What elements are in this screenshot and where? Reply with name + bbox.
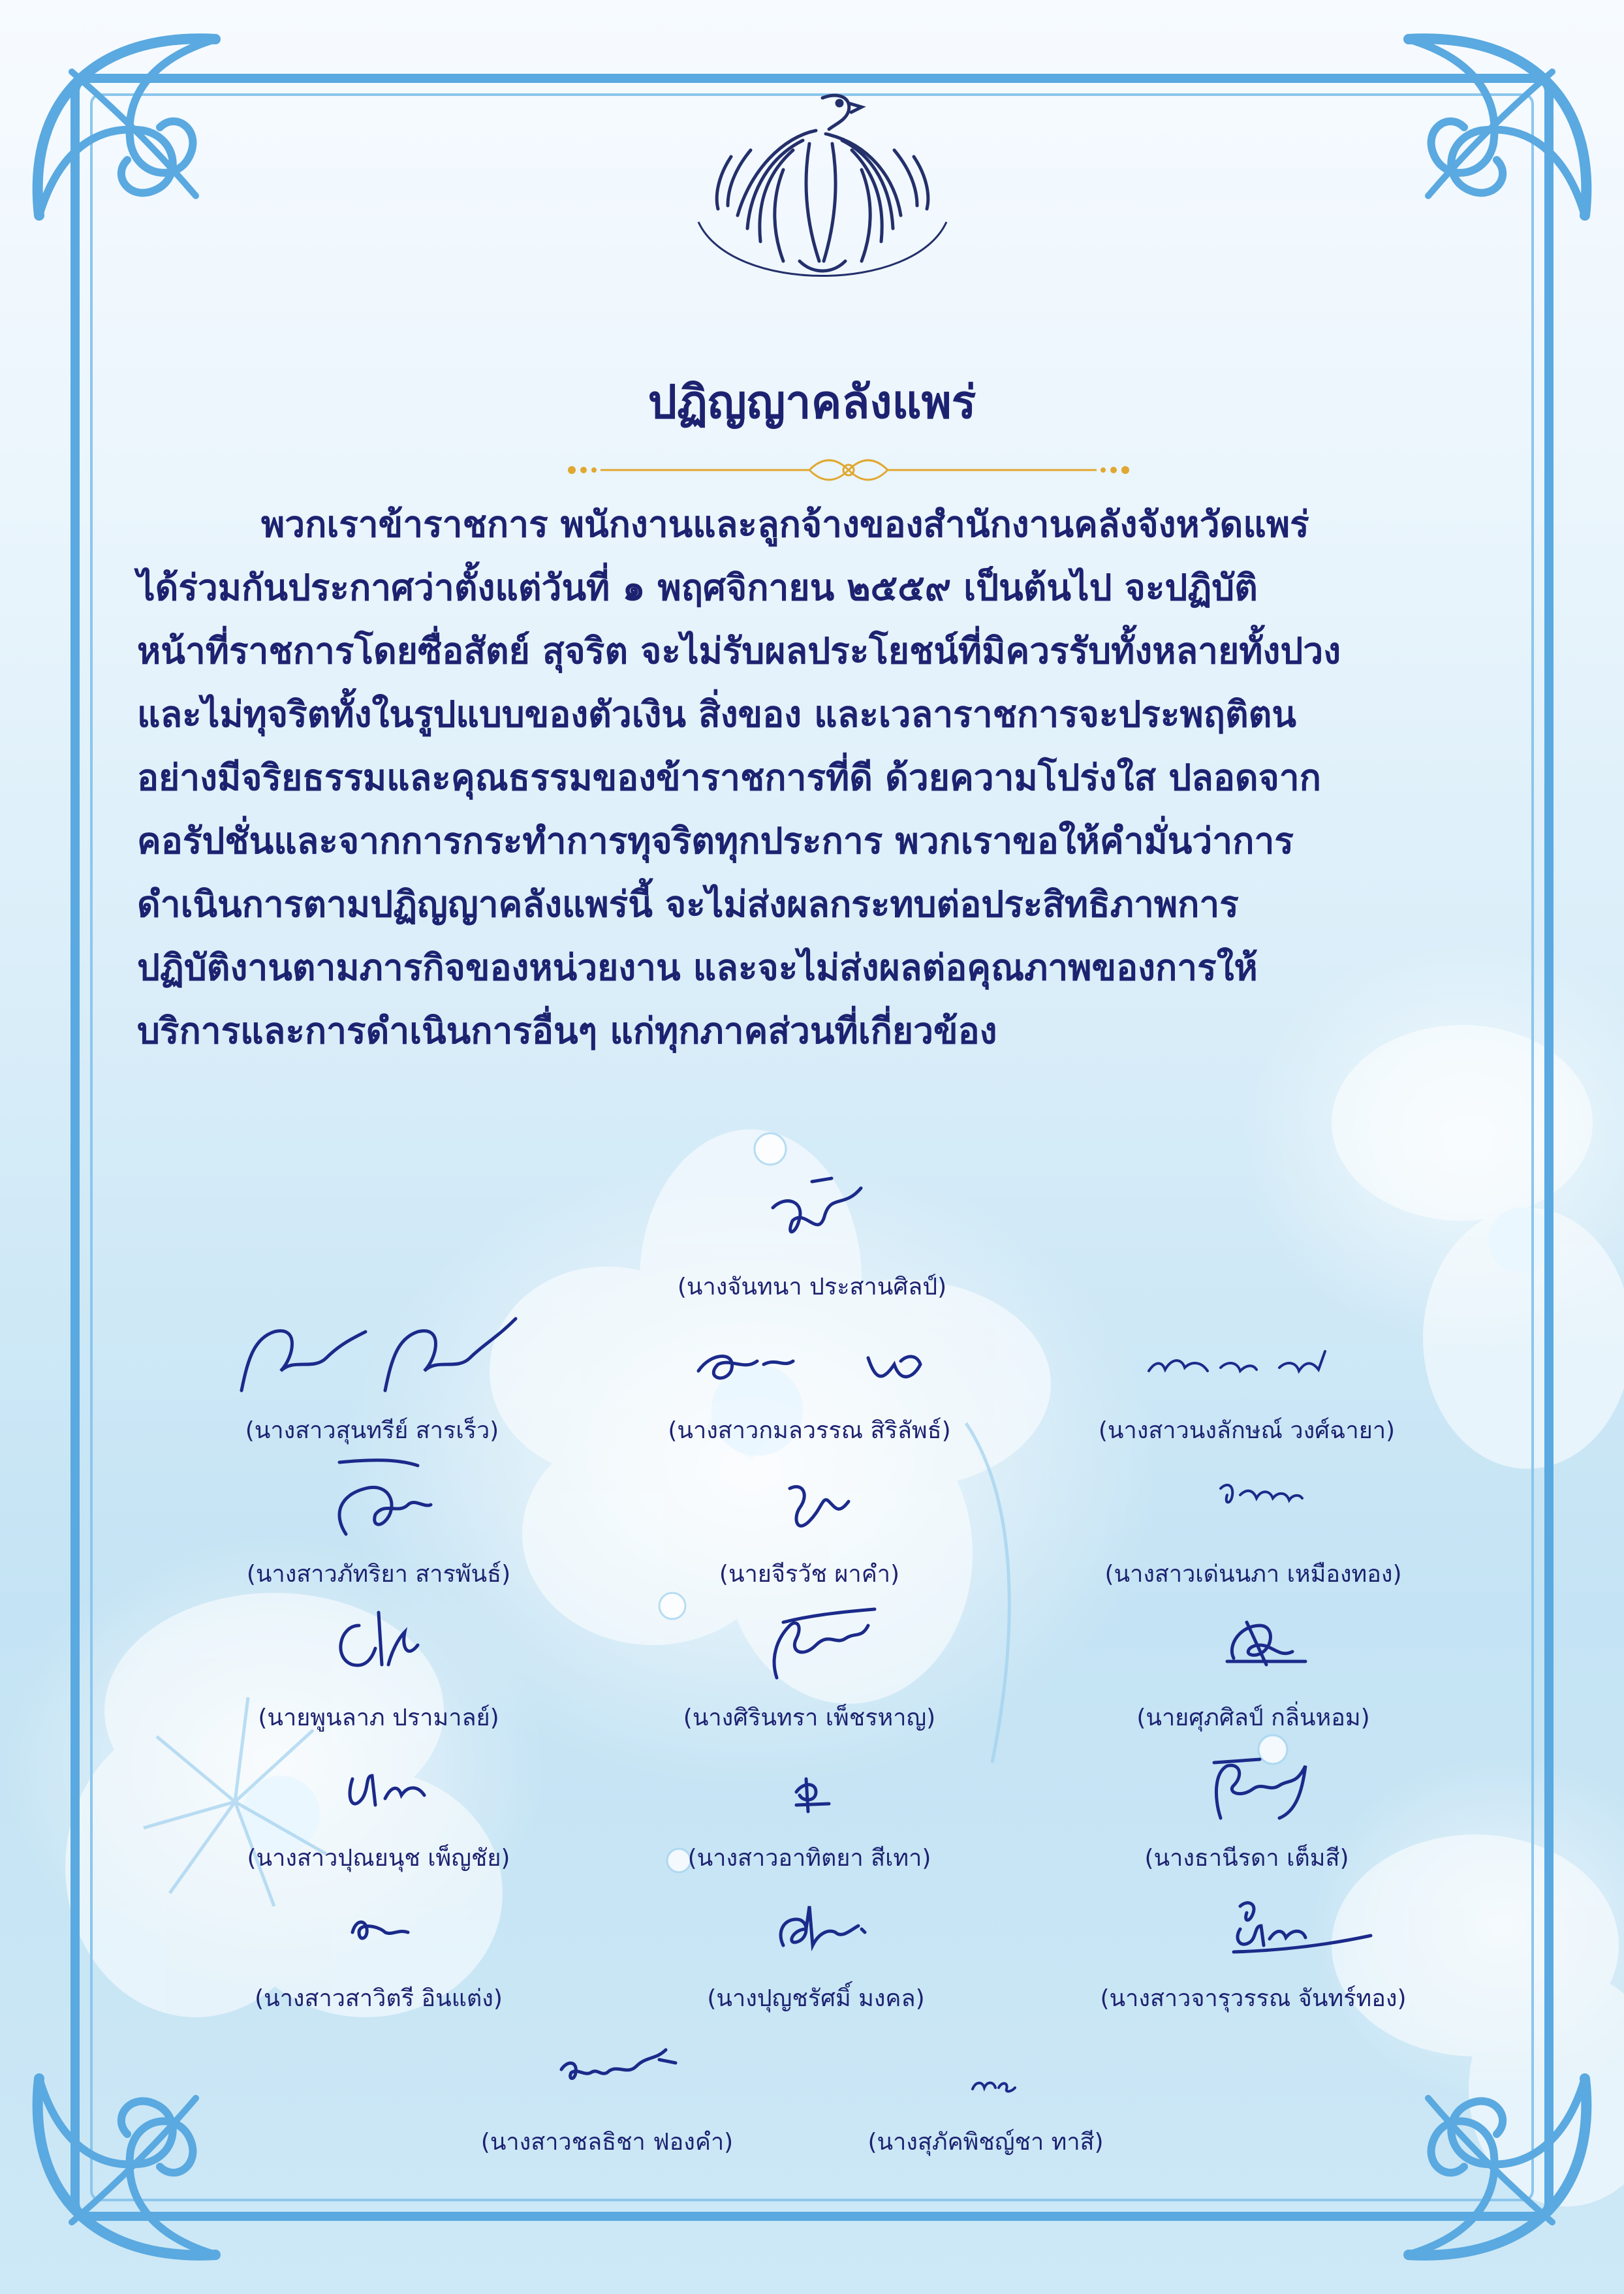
pledge-paragraph: [137, 493, 1482, 1063]
signature-block: [209, 1586, 548, 1736]
signatory-name: (นายศุภศิลป์ กลิ่นหอม): [1136, 1705, 1370, 1731]
handwritten-signature: [725, 1443, 894, 1554]
paragraph-line: ปฏิบัติงานตามภารกิจของหน่วยงาน และจะไม่ส่งผลต่อคุณภาพของการให้: [137, 947, 1258, 988]
signatory-name: (นางธานีรดา เต็มสี): [1144, 1845, 1349, 1872]
signatory-name: (นางปุญชรัศมิ์ มงคล): [707, 1985, 925, 2012]
signatory-name: (นางศิรินทรา เพ็ชรหาญ): [683, 1705, 936, 1731]
handwritten-signature: [496, 2011, 718, 2122]
signature-block: [1038, 1299, 1456, 1449]
handwritten-signature: [268, 1443, 490, 1554]
signatory-name: (นางจันทนา ประสานศิลป์): [677, 1274, 947, 1300]
signature-block: [803, 2011, 1168, 2160]
paragraph-line: พวกเราข้าราชการ พนักงานและลูกจ้างของสำนักงานคลังจังหวัดแพร่: [261, 503, 1309, 545]
signature-block: [1044, 1443, 1462, 1592]
handwritten-signature: [1149, 1727, 1345, 1838]
signature-block: [424, 2011, 790, 2160]
handwritten-signature: [294, 1867, 463, 1978]
signatory-name: (นายพูนลาภ ปรามาลย์): [258, 1705, 499, 1731]
handwritten-signature: [281, 1727, 476, 1838]
handwritten-signature: [659, 1299, 960, 1410]
handwritten-signature: [1110, 1299, 1384, 1410]
signature-block: [653, 1867, 979, 2017]
paragraph-line: หน้าที่ราชการโดยซื่อสัตย์ สุจริต จะไม่รับผลประโยชน์ที่มิควรรับทั้งหลายทั้งปวง: [137, 630, 1341, 672]
signature-block: [607, 1299, 1012, 1449]
signature-block: [170, 1299, 574, 1449]
signatory-name: (นางสาวกมลวรรณ สิริลัพธ์): [668, 1417, 951, 1444]
paragraph-line: ดำเนินการตามปฏิญญาคลังแพร่นี้ จะไม่ส่งผลกระทบต่อประสิทธิภาพการ: [137, 883, 1239, 925]
signatory-name: (นางสาวจารุวรรณ จันทร์ทอง): [1100, 1985, 1407, 2012]
signature-block: [633, 1586, 986, 1736]
paragraph-line: ได้ร่วมกันประกาศว่าตั้งแต่วันที่ ๑ พฤศจิกายน ๒๕๕๙ เป็นต้นไป จะปฏิบัติ: [137, 567, 1258, 608]
handwritten-signature: [731, 1727, 888, 1838]
garuda-emblem-icon: [653, 78, 992, 313]
signatory-name: (นางสาวสุนทรีย์ สารเร็ว): [245, 1417, 499, 1444]
handwritten-signature: [1149, 1443, 1358, 1554]
handwritten-signature: [281, 1586, 476, 1697]
signature-block: [1031, 1867, 1475, 2017]
signatory-name: (นางสาวสาวิตรี อินแต่ง): [255, 1985, 503, 2012]
signature-block: [616, 1169, 1008, 1305]
handwritten-signature: [747, 1169, 877, 1266]
document-title: ปฏิญญาคลังแพร่: [648, 375, 976, 429]
handwritten-signature: [1162, 1586, 1345, 1697]
signatory-name: (นางสาวอาทิตยา สีเทา): [687, 1845, 931, 1872]
handwritten-signature: [1110, 1867, 1397, 1978]
gold-divider-ornament: [561, 450, 1136, 490]
signature-block: [653, 1443, 966, 1592]
signatory-name: (นางสาวภัทริยา สารพันธ์): [246, 1561, 511, 1588]
signatory-name: (นางสาวชลธิชา ฟองคำ): [480, 2129, 734, 2156]
signature-block: [646, 1727, 973, 1876]
handwritten-signature: [711, 1867, 920, 1978]
handwritten-signature: [202, 1299, 542, 1410]
signatory-name: (นางสุภัคพิชญ์ชา ทาสี): [867, 2129, 1104, 2156]
paragraph-line: และไม่ทุจริตทั้งในรูปแบบของตัวเงิน สิ่งของ และเวลาราชการจะประพฤติตน: [137, 693, 1296, 735]
signatory-name: (นางสาวนงลักษณ์ วงศ์ฉายา): [1098, 1417, 1396, 1444]
signatory-name: (นางสาวปุณยนุช เพ็ญชัย): [247, 1845, 510, 1872]
signature-block: [196, 1443, 561, 1592]
signature-block: [1057, 1586, 1449, 1736]
signature-block: [1064, 1727, 1429, 1876]
signatory-name: (นางสาวเด่นนภา เหมืองทอง): [1104, 1561, 1402, 1588]
paragraph-line: อย่างมีจริยธรรมและคุณธรรมของข้าราชการที่ดี ด้วยความโปร่งใส ปลอดจาก: [137, 757, 1321, 798]
signatory-name: (นายจีรวัช ผาคำ): [719, 1561, 900, 1588]
handwritten-signature: [907, 2011, 1064, 2122]
signature-block: [202, 1727, 555, 1876]
paragraph-line: บริการและการดำเนินการอื่นๆ แก่ทุกภาคส่วนที่เกี่ยวข้อง: [137, 1010, 997, 1052]
paragraph-line: คอรัปชั่นและจากการกระทำการทุจริตทุกประการ พวกเราขอให้คำมั่นว่าการ: [137, 820, 1294, 862]
handwritten-signature: [705, 1586, 914, 1697]
signature-block: [209, 1867, 548, 2017]
